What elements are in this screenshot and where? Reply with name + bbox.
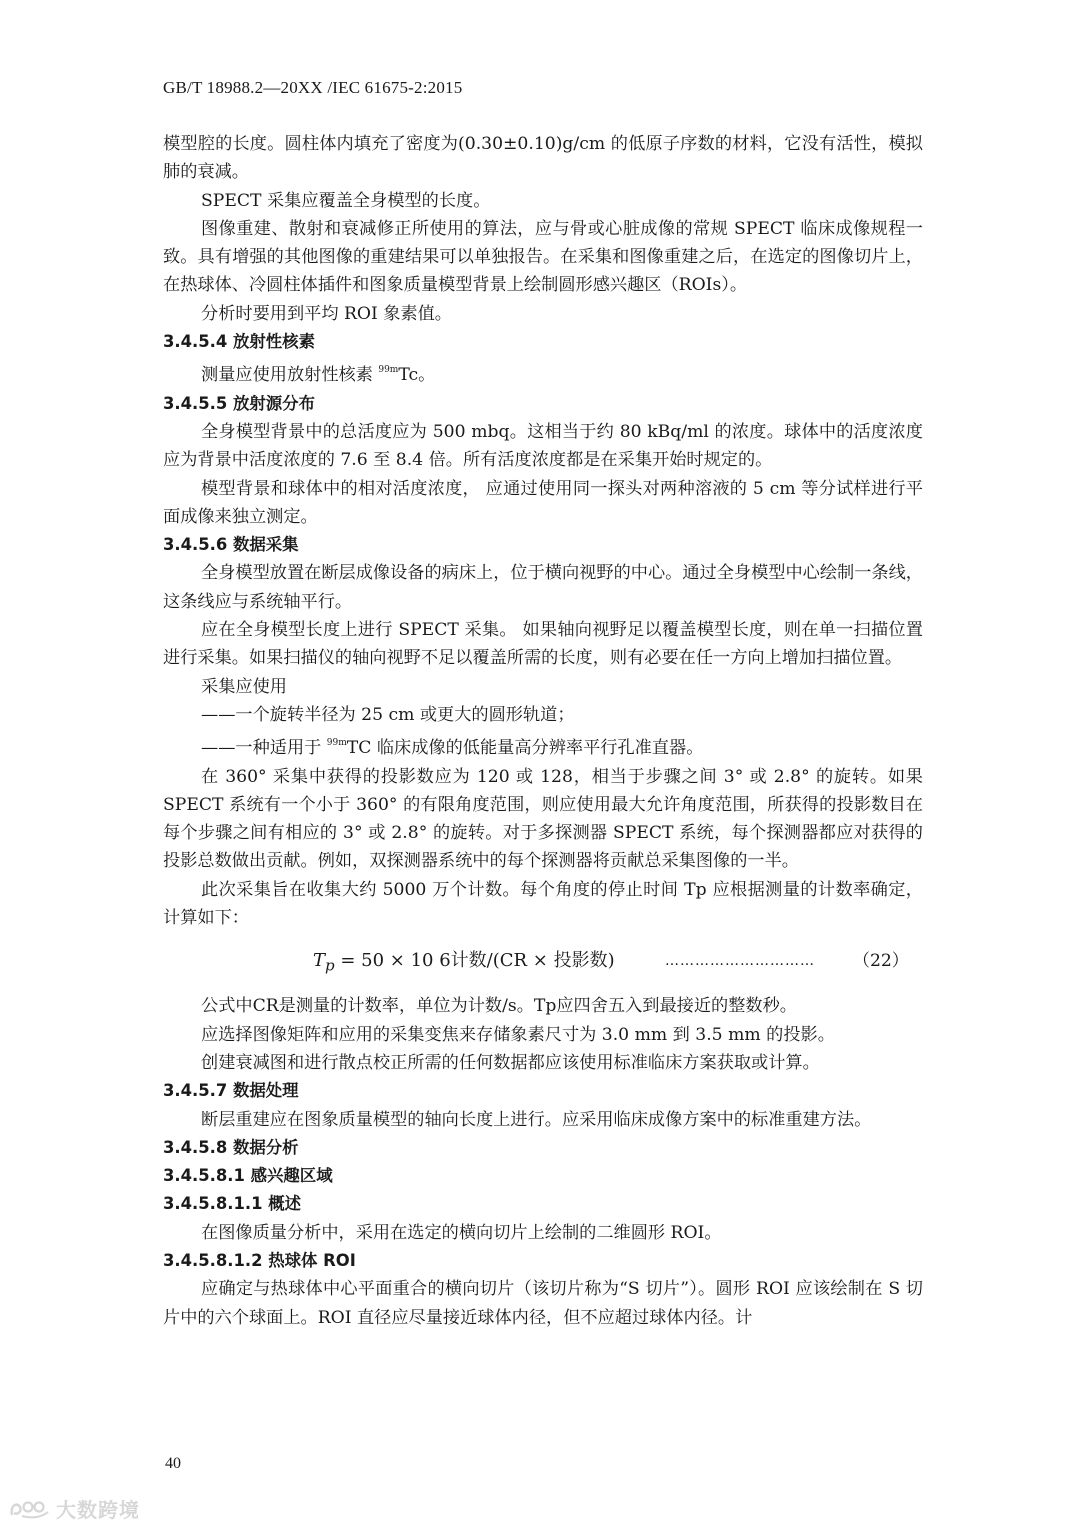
- paragraph: 全身模型背景中的总活度应为 500 mbq。这相当于约 80 kBq/ml 的浓度。球体中的活度浓度应为背景中活度浓度的 7.6 至 8.4 倍。所有活度浓度都是在采集开始时规定的。: [163, 421, 923, 471]
- section-heading: 3.4.5.8.1 感兴趣区域: [163, 1166, 333, 1186]
- document-header: GB/T 18988.2—20XX /IEC 61675-2:2015: [163, 78, 463, 97]
- formula: [163, 934, 923, 990]
- paragraph: 应确定与热球体中心平面重合的横向切片（该切片称为“S 切片”）。圆形 ROI 应该绘制在 S 切片中的六个球面上。ROI 直径应尽量接近球体内径，但不应超过球体内径。计: [163, 1279, 923, 1328]
- formula-number: （22）: [852, 951, 909, 972]
- paragraph: 公式中CR是测量的计数率，单位为计数/s。Tp应四舍五入到最接近的整数秒。: [201, 996, 797, 1017]
- superscript: 99m: [378, 365, 399, 376]
- document-body: [163, 130, 923, 1332]
- section-heading: 3.4.5.8.1.1 概述: [163, 1194, 302, 1214]
- paragraph: 创建衰减图和进行散点校正所需的任何数据都应该使用标准临床方案获取或计算。: [201, 1052, 820, 1073]
- paragraph: 全身模型放置在断层成像设备的病床上，位于横向视野的中心。通过全身模型中心绘制一条线，这条线应与系统轴平行。: [163, 563, 923, 612]
- watermark-logo-icon: [8, 1497, 54, 1519]
- page-number: 40: [165, 1455, 181, 1472]
- section-heading: 3.4.5.7 数据处理: [163, 1081, 299, 1101]
- text-run: 测量应使用放射性核素: [201, 365, 379, 386]
- paragraph: 模型背景和球体中的相对活度浓度， 应通过使用同一探头对两种溶液的 5 cm 等分试样进行平面成像来独立测定。: [163, 478, 923, 527]
- section-heading: 3.4.5.8.1.2 热球体 ROI: [163, 1250, 356, 1270]
- paragraph: 在图像质量分析中，采用在选定的横向切片上绘制的二维圆形 ROI。: [201, 1222, 722, 1243]
- superscript: 99m: [326, 738, 347, 749]
- section-heading: 3.4.5.5 放射源分布: [163, 393, 315, 413]
- paragraph: 分析时要用到平均 ROI 象素值。: [201, 303, 452, 324]
- formula-lhs: $T_p$: [313, 950, 335, 975]
- formula-expression: [313, 947, 615, 980]
- section-heading: 3.4.5.6 数据采集: [163, 535, 299, 555]
- text-run: ——一种适用于: [201, 738, 327, 759]
- watermark: [8, 1494, 140, 1522]
- section-heading: 3.4.5.4 放射性核素: [163, 332, 315, 352]
- formula-leader-dots: …………………………: [665, 953, 815, 970]
- paragraph: 在 360° 采集中获得的投影数应为 120 或 128，相当于步骤之间 3° 或 2.8° 的旋转。如果 SPECT 系统有一个小于 360° 的有限角度范围，则应使用最大允许角度范围，所获得的投影数目在每个步骤之间有相应的 3° 或 2.8° 的旋转。对于多探测器 SPECT 系统，每个探测器都应对获得的投影总数做出贡献。例如，双探测器系统中的每个探测器将贡献总采集图像的一半。: [163, 766, 923, 872]
- watermark-text: 大数跨境: [56, 1497, 140, 1522]
- text-run: TC 临床成像的低能量高分辨率平行孔准直器。: [346, 738, 704, 759]
- paragraph: 模型腔的长度。圆柱体内填充了密度为(0.30±0.10)g/cm 的低原子序数的材料，它没有活性，模拟肺的衰减。: [163, 134, 923, 183]
- section-heading: 3.4.5.8 数据分析: [163, 1137, 299, 1157]
- list-item: [163, 729, 923, 762]
- paragraph: 断层重建应在图象质量模型的轴向长度上进行。应采用临床成像方案中的标准重建方法。: [201, 1109, 872, 1130]
- text-run: Tc。: [398, 365, 436, 386]
- list-item: ——一个旋转半径为 25 cm 或更大的圆形轨道；: [201, 704, 575, 725]
- paragraph: [163, 356, 923, 389]
- formula-rhs: = 50 × 10 6计数/(CR × 投影数): [340, 950, 615, 972]
- paragraph: 图像重建、散射和衰减修正所使用的算法，应与骨或心脏成像的常规 SPECT 临床成像规程一致。具有增强的其他图像的重建结果可以单独报告。在采集和图像重建之后，在选定的图像切片上，在热球体、冷圆柱体插件和图象质量模型背景上绘制圆形感兴趣区（ROIs）。: [163, 218, 923, 296]
- paragraph: 此次采集旨在收集大约 5000 万个计数。每个角度的停止时间 Tp 应根据测量的计数率确定，计算如下：: [163, 879, 923, 929]
- paragraph: 应选择图像矩阵和应用的采集变焦来存储象素尺寸为 3.0 mm 到 3.5 mm 的投影。: [201, 1024, 835, 1045]
- paragraph: 采集应使用: [201, 676, 287, 697]
- paragraph: SPECT 采集应覆盖全身模型的长度。: [201, 190, 491, 211]
- paragraph: 应在全身模型长度上进行 SPECT 采集。 如果轴向视野足以覆盖模型长度，则在单一扫描位置进行采集。如果扫描仪的轴向视野不足以覆盖所需的长度，则有必要在任一方向上增加扫描位置。: [163, 620, 923, 669]
